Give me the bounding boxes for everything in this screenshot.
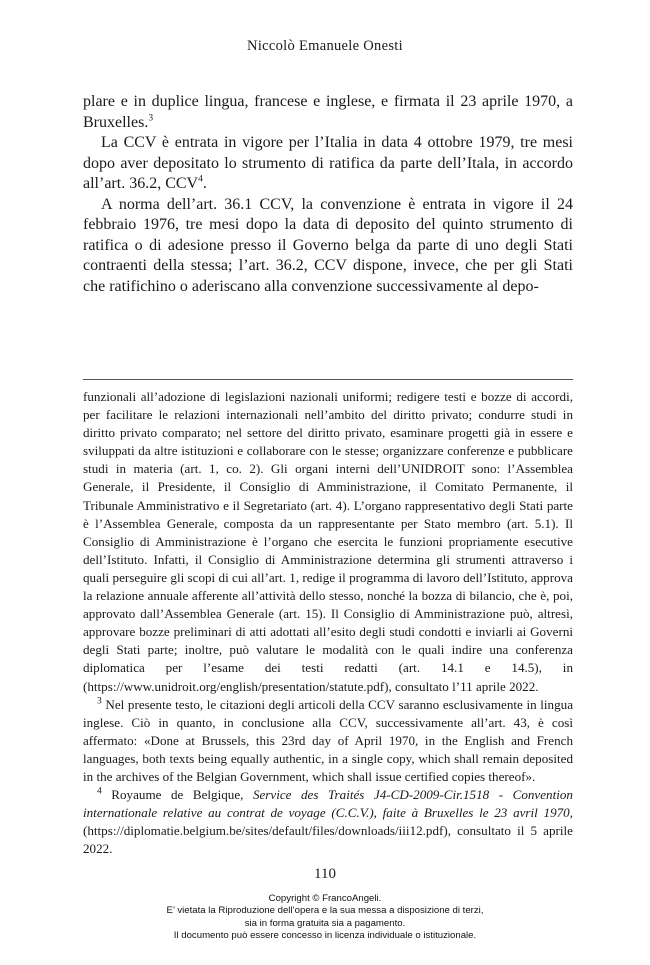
footnote-continuation: funzionali all’adozione di legislazioni nazionali uniformi; redigere testi e bozze di accordi, per facilitare le relazioni internazionali nell’ambito del diritto privato; condurre studi in diritto privato comparato; nel settore del diritto privato, esaminare progetti già in essere e sviluppati da altre istituzioni e collaborare con le stesse; organizzare conferenze e pubblicare studi in materia (art. 1, co. 2). Gli organi interni dell’UNIDROIT sono: l’Assemblea Generale, il Presidente, il Consiglio di Amministrazione, il Comitato Permanente, il Tribunale Amministrativo e il Segretariato (art. 4). L’organo rappresentativo degli Stati parte è l’Assemblea Generale, composta da un rappresentante per Stato membro (art. 5.1). Il Consiglio di Amministrazione è l’organo che esercita le funzioni propriamente esecutive dell’Istituto. Infatti, il Consiglio di Amministrazione determina gli strumenti attraverso i quali perseguire gli scopi di cui all’art. 1, redige il programma di lavoro dell’Istituto, approva la relazione annuale afferente all’attività dello stesso, nonché la bozza di bilancio, che è, poi, approvato dall’Assemblea Generale (art. 15). Il Consiglio di Amministrazione può, altresì, approvare bozze preliminari di atti adottati all’esito degli studi condotti e inviarli ai Governi degli Stati parte; inoltre, può valutare le modalità con le quali indire una conferenza diplomatica per l’esame dei testi redatti (art. 14.1 e 14.5), in (https://www.unidroit.org/english/presentation/statute.pdf), consultato l’11 aprile 2022. — [83, 389, 573, 694]
copyright-line-2: E’ vietata la Riproduzione dell’opera e la sua messa a disposizione di terzi, — [166, 905, 484, 917]
paragraph-3: A norma dell’art. 36.1 CCV, la convenzione è entrata in vigore il 24 febbraio 1976, tre mesi dopo la data di deposito del quinto strumento di ratifica o di adesione presso il Governo belga da parte di uno degli Stati contraenti della stessa; l’art. 36.2, CCV dispone, invece, che per gli Stati che ratifichino o aderiscano alla convenzione successivamente al depo- — [83, 195, 573, 295]
footnote-ref-4[interactable]: 4 — [198, 174, 203, 185]
footnotes — [83, 388, 573, 858]
main-text — [83, 92, 573, 297]
footnote-separator — [83, 379, 573, 380]
footnote-3: $^3$ Nel presente testo, le citazioni degli articoli della CCV saranno esclusivamente in lingua inglese. Ciò in quanto, in conclusione alla CCV, successivamente all’art. 43, è così affermato: «Done at Brussels, this 23rd day of April 1970, in the English and French languages, both texts being equally authentic, in a single copy, which shall remain deposited in the archives of the Belgian Government, which shall issue certified copies thereof». — [83, 696, 574, 784]
paragraph-2: La CCV è entrata in vigore per l’Italia in data 4 ottobre 1979, tre mesi dopo aver depositato lo strumento di ratifica da parte dell’Itala, in accordo all’art. 36.2, CCV$^4$. — [83, 134, 573, 192]
copyright-line-4: Il documento può essere concesso in licenza individuale o istituzionale. — [173, 930, 477, 942]
footnote-number-4: 4 — [97, 786, 102, 797]
copyright-notice — [0, 893, 650, 943]
copyright-line-3: sia in forma gratuita sia a pagamento. — [244, 917, 406, 929]
paragraph-1: plare e in duplice lingua, francese e inglese, e firmata il 23 aprile 1970, a Bruxelles.$^3$ — [83, 93, 573, 131]
running-header: Niccolò Emanuele Onesti — [247, 38, 403, 54]
footnote-number-3: 3 — [97, 696, 102, 707]
footnote-ref-3[interactable]: 3 — [148, 113, 154, 124]
footnote-4-title: Service des Traités J4-CD-2009-Cir.1518 - Convention internationale relative au contrat de voyage (C.C.V.), faite à Bruxelles le 23 avril 1970 — [83, 787, 573, 821]
footnote-4: $^4$ Royaume de Belgique, Service des Traités J4-CD-2009-Cir.1518 - Convention internationale relative au contrat de voyage (C.C.V.), faite à Bruxelles le 23 avril 1970, (https://diplomatie.belgium.be/sites/default/files/downloads/iii12.pdf), consultato il 5 aprile 2022. — [83, 786, 573, 857]
copyright-line-1: Copyright © FrancoAngeli. — [268, 893, 382, 904]
page-number: 110 — [314, 866, 336, 882]
